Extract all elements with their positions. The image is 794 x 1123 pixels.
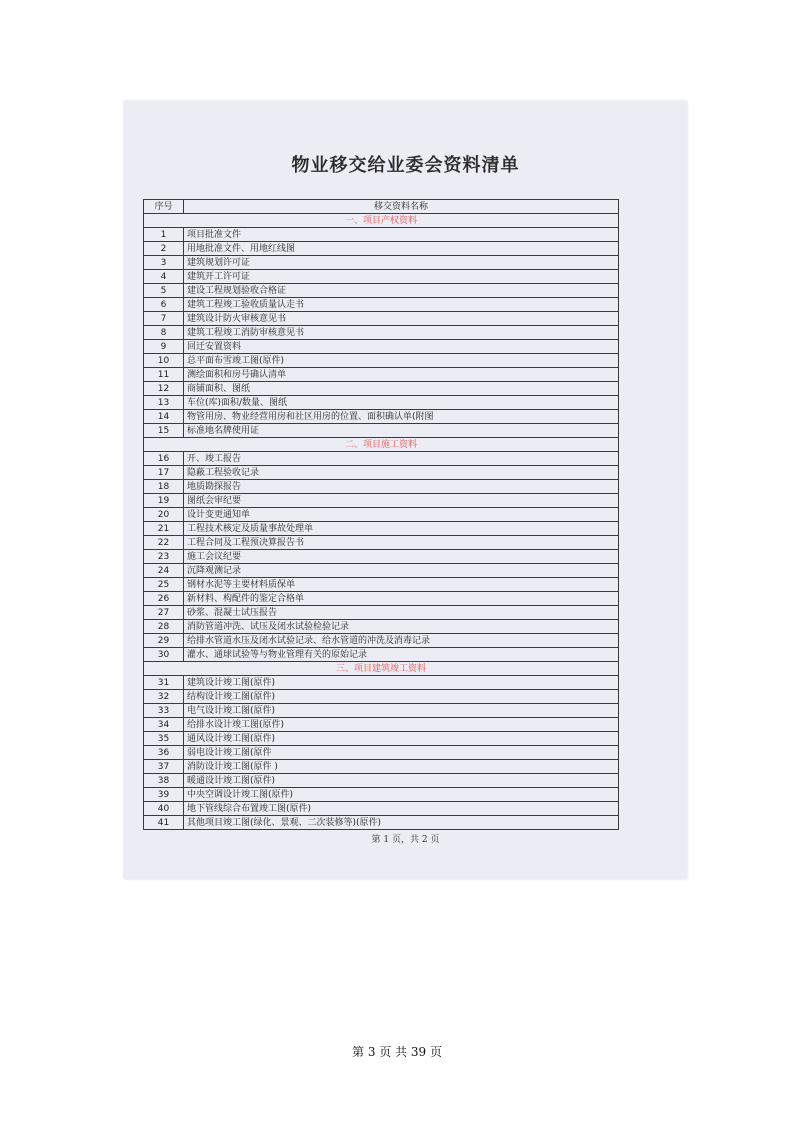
- item-number: 38: [144, 774, 184, 788]
- item-number: 41: [144, 816, 184, 830]
- item-number: 14: [144, 410, 184, 424]
- section-row: [144, 438, 619, 452]
- item-number: 35: [144, 732, 184, 746]
- section-title: 一、项目产权资料: [144, 214, 619, 228]
- item-number: 29: [144, 634, 184, 648]
- item-name: 建设工程规划验收合格证: [184, 284, 619, 298]
- item-number: 31: [144, 676, 184, 690]
- item-name: 给排水设计竣工图(原件): [184, 718, 619, 732]
- item-name: 给排水管道水压及闭水试验记录、给水管道的冲洗及消毒记录: [184, 634, 619, 648]
- item-name: 回迁安置资料: [184, 340, 619, 354]
- item-name: 新材料、构配件的鉴定合格单: [184, 592, 619, 606]
- table-row: [144, 298, 619, 312]
- item-number: 20: [144, 508, 184, 522]
- item-name: 项目批准文件: [184, 228, 619, 242]
- table-row: [144, 648, 619, 662]
- table-row: [144, 382, 619, 396]
- table-row: [144, 466, 619, 480]
- table-row: [144, 452, 619, 466]
- table-row: [144, 494, 619, 508]
- scan-page-number: 第 1 页，共 2 页: [371, 835, 440, 845]
- item-name: 建筑设计防火审核意见书: [184, 312, 619, 326]
- item-name: 标准地名牌使用证: [184, 424, 619, 438]
- page-number: 第 3 页 共 39 页: [352, 1045, 442, 1059]
- table-row: [144, 396, 619, 410]
- item-name: 车位(库)面积/数量、图纸: [184, 396, 619, 410]
- table-row: [144, 676, 619, 690]
- item-name: 施工会议纪要: [184, 550, 619, 564]
- item-number: 10: [144, 354, 184, 368]
- item-number: 30: [144, 648, 184, 662]
- table-row: [144, 620, 619, 634]
- item-number: 6: [144, 298, 184, 312]
- table-body: [144, 214, 619, 830]
- item-name: 砂浆、混凝士试压报告: [184, 606, 619, 620]
- table-header-row: [144, 200, 619, 214]
- table-row: [144, 592, 619, 606]
- item-number: 18: [144, 480, 184, 494]
- item-name: 消防管道冲洗、试压及闭水试验检验记录: [184, 620, 619, 634]
- table-row: [144, 536, 619, 550]
- section-row: [144, 662, 619, 676]
- item-name: 总平面布雪竣工图(原件): [184, 354, 619, 368]
- item-name: 沉降观测记录: [184, 564, 619, 578]
- item-number: 12: [144, 382, 184, 396]
- table-row: [144, 788, 619, 802]
- header-name: 移交资料名称: [184, 200, 619, 214]
- item-number: 37: [144, 760, 184, 774]
- item-name: 弱电设计竣工图(原件: [184, 746, 619, 760]
- table-row: [144, 326, 619, 340]
- item-number: 22: [144, 536, 184, 550]
- table-row: [144, 354, 619, 368]
- document-title: 物业移交给业委会资料清单: [291, 155, 520, 176]
- item-number: 9: [144, 340, 184, 354]
- table-row: [144, 704, 619, 718]
- item-name: 用地批准文件、用地红线图: [184, 242, 619, 256]
- section-row: [144, 214, 619, 228]
- item-name: 中央空调设计竣工图(原件): [184, 788, 619, 802]
- item-name: 测绘面积和房号确认清单: [184, 368, 619, 382]
- table-row: [144, 564, 619, 578]
- table-row: [144, 634, 619, 648]
- item-number: 26: [144, 592, 184, 606]
- item-name: 地下管线综合布置竣工图(原件): [184, 802, 619, 816]
- item-number: 13: [144, 396, 184, 410]
- item-number: 4: [144, 270, 184, 284]
- item-number: 16: [144, 452, 184, 466]
- item-number: 40: [144, 802, 184, 816]
- item-name: 工程技术核定及质量事故处理单: [184, 522, 619, 536]
- item-number: 19: [144, 494, 184, 508]
- item-number: 23: [144, 550, 184, 564]
- item-number: 25: [144, 578, 184, 592]
- item-number: 11: [144, 368, 184, 382]
- table-row: [144, 424, 619, 438]
- item-number: 27: [144, 606, 184, 620]
- item-name: 通风设计竣工图(原件): [184, 732, 619, 746]
- table-row: [144, 284, 619, 298]
- table-row: [144, 508, 619, 522]
- item-number: 2: [144, 242, 184, 256]
- table-row: [144, 718, 619, 732]
- section-title: 二、项目施工资料: [144, 438, 619, 452]
- item-name: 结构设计竣工图(原件): [184, 690, 619, 704]
- item-number: 1: [144, 228, 184, 242]
- item-number: 7: [144, 312, 184, 326]
- section-title: 三、项目建筑竣工资料: [144, 662, 619, 676]
- item-name: 钢材水泥等主要材料质保单: [184, 578, 619, 592]
- item-number: 28: [144, 620, 184, 634]
- item-number: 34: [144, 718, 184, 732]
- table-row: [144, 228, 619, 242]
- item-name: 建筑开工许可证: [184, 270, 619, 284]
- table-row: [144, 410, 619, 424]
- item-number: 33: [144, 704, 184, 718]
- item-number: 8: [144, 326, 184, 340]
- table-row: [144, 480, 619, 494]
- item-name: 设计变更通知单: [184, 508, 619, 522]
- table-row: [144, 578, 619, 592]
- table-row: [144, 550, 619, 564]
- table-row: [144, 746, 619, 760]
- item-name: 其他项目竣工图(绿化、景观、二次装修等)(原件): [184, 816, 619, 830]
- table-row: [144, 368, 619, 382]
- header-no: 序号: [144, 200, 184, 214]
- item-name: 建筑设计竣工图(原件): [184, 676, 619, 690]
- table-row: [144, 606, 619, 620]
- item-number: 3: [144, 256, 184, 270]
- handover-list-table: [143, 199, 619, 830]
- item-name: 灌水、通球试验等与物业管理有关的原始记录: [184, 648, 619, 662]
- item-name: 隐蔽工程验收记录: [184, 466, 619, 480]
- item-name: 建筑规划许可证: [184, 256, 619, 270]
- item-name: 地质勘探报告: [184, 480, 619, 494]
- item-name: 电气设计竣工图(原件): [184, 704, 619, 718]
- table-row: [144, 690, 619, 704]
- table-row: [144, 270, 619, 284]
- table-row: [144, 732, 619, 746]
- table-row: [144, 312, 619, 326]
- table-row: [144, 256, 619, 270]
- item-name: 建筑工程竣工验收质量认走书: [184, 298, 619, 312]
- table-row: [144, 802, 619, 816]
- table-row: [144, 242, 619, 256]
- table-row: [144, 816, 619, 830]
- item-number: 15: [144, 424, 184, 438]
- item-number: 39: [144, 788, 184, 802]
- table-row: [144, 760, 619, 774]
- item-name: 暖通设计竣工图(原件): [184, 774, 619, 788]
- item-name: 物管用房、物业经营用房和社区用房的位置、面积确认单(附图: [184, 410, 619, 424]
- item-name: 工程合同及工程预决算报告书: [184, 536, 619, 550]
- table-row: [144, 340, 619, 354]
- item-name: 图纸会审纪要: [184, 494, 619, 508]
- scanned-document: [124, 101, 687, 879]
- item-number: 5: [144, 284, 184, 298]
- item-name: 建筑工程竣工消防审核意见书: [184, 326, 619, 340]
- item-number: 36: [144, 746, 184, 760]
- item-name: 开、竣工报告: [184, 452, 619, 466]
- item-number: 32: [144, 690, 184, 704]
- item-number: 21: [144, 522, 184, 536]
- item-name: 商铺面积、图纸: [184, 382, 619, 396]
- item-name: 消防设计竣工图(原件 ): [184, 760, 619, 774]
- item-number: 24: [144, 564, 184, 578]
- table-row: [144, 522, 619, 536]
- table-row: [144, 774, 619, 788]
- item-number: 17: [144, 466, 184, 480]
